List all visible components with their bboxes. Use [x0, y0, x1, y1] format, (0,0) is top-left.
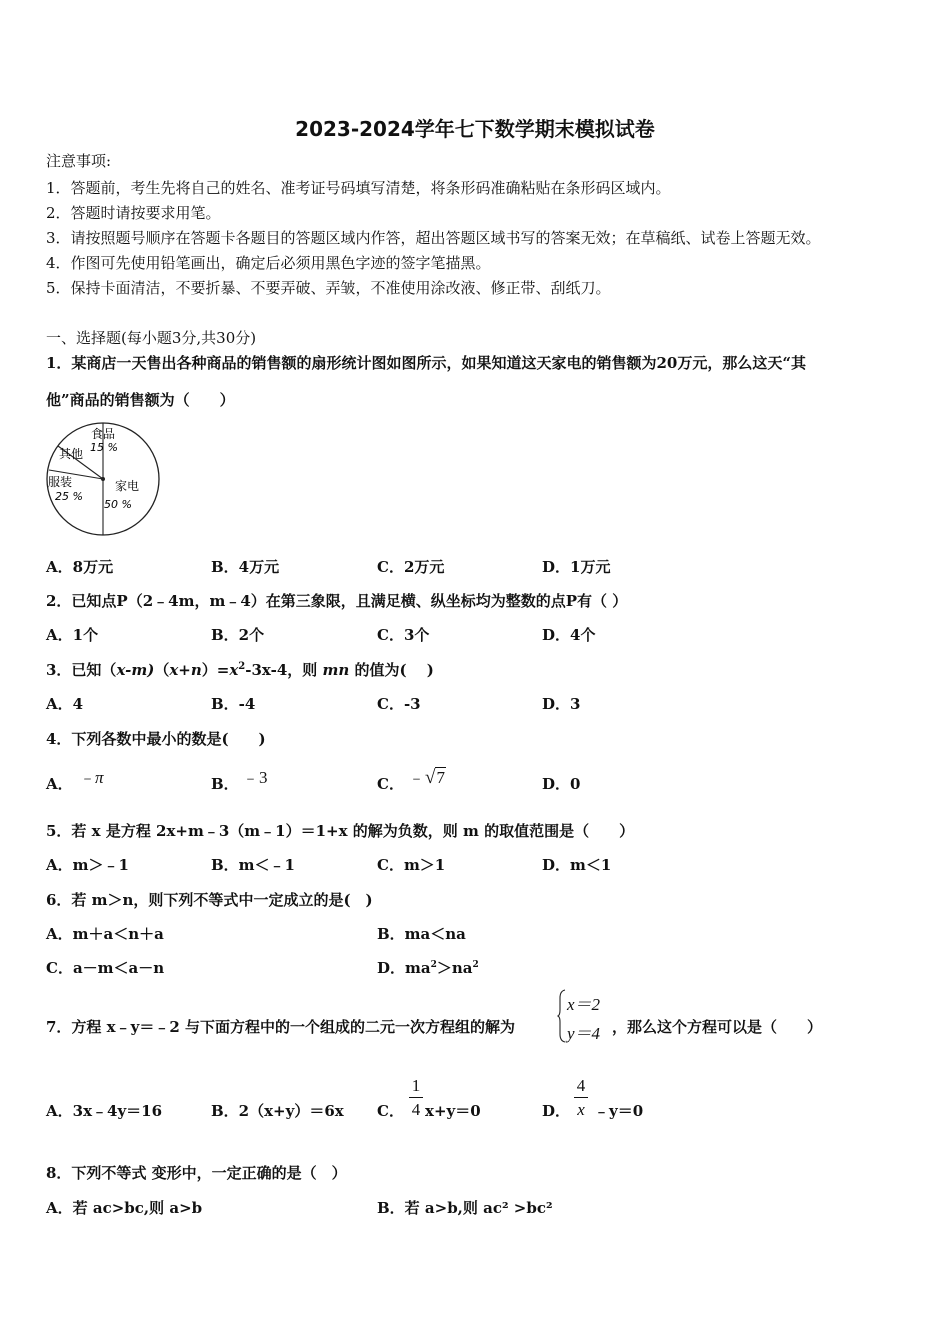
- question-8: 8．下列不等式 变形中，一定正确的是（ ）: [46, 1164, 347, 1182]
- note-item: 4．作图可先使用铅笔画出，确定后必须用黑色字迹的签字笔描黑。: [46, 254, 491, 272]
- note-item: 3．请按照题号顺序在答题卡各题目的答题区域内作答，超出答题区域书写的答案无效；在草稿纸、试卷上答题无效。: [46, 229, 821, 247]
- sqrt-symbol: √: [425, 767, 436, 788]
- minus-sign: ﹣: [408, 768, 425, 787]
- q6-d-part: ＞na: [436, 959, 473, 977]
- q7-option-a: A．3x﹣4y＝16: [46, 1102, 163, 1120]
- q7-option-b: B．2（x+y）＝6x: [211, 1102, 344, 1120]
- q3-option-b: B．-4: [211, 695, 256, 713]
- question-2: 2．已知点P（2﹣4m，m﹣4）在第三象限，且满足横、纵坐标均为整数的点P有（ ）: [46, 592, 628, 610]
- q6-d-part: D．ma: [377, 959, 431, 977]
- q2-option-a: A．1个: [46, 626, 99, 644]
- q5-option-a: A．m＞﹣1: [46, 856, 129, 874]
- pie-label-other: 其他: [59, 447, 84, 461]
- question-5: 5．若 x 是方程 2x+m﹣3（m﹣1）＝1+x 的解为负数，则 m 的取值范围是（ ）: [46, 822, 635, 840]
- notes-heading: 注意事项:: [46, 152, 112, 170]
- q2-option-b: B．2个: [211, 626, 265, 644]
- pie-pct-food: 15 %: [90, 441, 118, 454]
- q4-option-b-label: B．: [211, 775, 239, 793]
- system-equation-2: y＝4: [567, 1024, 601, 1043]
- question-7-part2: ，那么这个方程可以是（ ）: [612, 1018, 823, 1036]
- q3-option-a: A．4: [46, 695, 84, 713]
- q4-option-c-value: [408, 763, 446, 789]
- pie-label-appliance: 家电: [115, 479, 140, 493]
- pie-pct-appliance: 50 %: [104, 498, 132, 511]
- pie-pct-clothing: 25 %: [55, 490, 83, 503]
- q6-exponent: 2: [430, 960, 437, 970]
- q3-text: 3．已知（: [46, 661, 117, 679]
- q8-option-a: A．若 ac>bc,则 a>b: [46, 1199, 203, 1217]
- q3-text: ）=: [201, 661, 230, 679]
- q7-c-fraction-bar: [409, 1097, 423, 1098]
- q7-option-d-label: D．: [542, 1102, 571, 1120]
- pie-center: [101, 477, 105, 481]
- q7-c-tail: x+y＝0: [425, 1102, 481, 1120]
- q3-text: 的值为( ): [349, 661, 434, 679]
- question-1-line2: 他”商品的销售额为（ ）: [46, 391, 235, 409]
- q4-option-a-label: A．: [46, 775, 73, 793]
- q6-option-c: C．a－m＜a－n: [46, 959, 165, 977]
- q5-option-d: D．m＜1: [542, 856, 612, 874]
- q7-option-c-label: C．: [377, 1102, 404, 1120]
- q4-option-a-value: ﹣π: [78, 768, 104, 787]
- radicand: 7: [436, 768, 445, 787]
- q3-var: x: [229, 661, 239, 679]
- q1-option-d: D．1万元: [542, 558, 611, 576]
- q1-option-b: B．4万元: [211, 558, 280, 576]
- note-item: 2．答题时请按要求用笔。: [46, 204, 221, 222]
- q7-d-fraction-bar: [574, 1097, 588, 1098]
- section-heading: 一、选择题(每小题3分,共30分): [46, 329, 257, 347]
- q3-option-c: C．-3: [377, 695, 421, 713]
- q7-c-numerator: 1: [411, 1076, 421, 1095]
- pie-label-clothing: 服装: [48, 475, 73, 489]
- page-title: 2023-2024学年七下数学期末模拟试卷: [295, 117, 655, 141]
- system-equation-1: x＝2: [567, 995, 601, 1014]
- q3-var: mn: [322, 661, 350, 679]
- question-1-line1: 1．某商店一天售出各种商品的销售额的扇形统计图如图所示，如果知道这天家电的销售额为20万元，那么这天“其: [46, 354, 806, 372]
- q4-option-b-value: ﹣3: [242, 768, 268, 787]
- q4-option-c-label: C．: [377, 775, 404, 793]
- q7-d-denominator: x: [577, 1100, 585, 1119]
- q5-option-b: B．m＜﹣1: [211, 856, 295, 874]
- note-item: 1．答题前，考生先将自己的姓名、准考证号码填写清楚，将条形码准确粘贴在条形码区域内。: [46, 179, 671, 197]
- q2-option-d: D．4个: [542, 626, 596, 644]
- q5-option-c: C．m＞1: [377, 856, 446, 874]
- q7-d-numerator: 4: [576, 1076, 586, 1095]
- q7-c-denominator: 4: [411, 1100, 421, 1119]
- q1-option-c: C．2万元: [377, 558, 445, 576]
- q3-option-d: D．3: [542, 695, 581, 713]
- q2-option-c: C．3个: [377, 626, 430, 644]
- question-3: [46, 659, 434, 680]
- q1-option-a: A．8万元: [46, 558, 114, 576]
- note-item: 5．保持卡面清洁，不要折暴、不要弄破、弄皱，不准使用涂改液、修正带、刮纸刀。: [46, 279, 611, 297]
- system-brace: [557, 988, 567, 1044]
- q3-text: -3x-4，则: [245, 661, 323, 679]
- q8-option-b: B．若 a>b,则 ac² >bc²: [377, 1199, 553, 1217]
- q6-exponent: 2: [472, 960, 479, 970]
- q6-option-b: B．ma＜na: [377, 925, 466, 943]
- q3-expr: x-m): [116, 661, 155, 679]
- q4-option-d: D．0: [542, 775, 581, 793]
- pie-chart: [44, 420, 162, 538]
- q7-d-tail: ﹣y＝0: [594, 1102, 644, 1120]
- question-4: 4．下列各数中最小的数是( ): [46, 730, 266, 748]
- question-6: 6．若 m＞n，则下列不等式中一定成立的是( ): [46, 891, 373, 909]
- q3-text: （: [154, 661, 170, 679]
- q6-option-d: [377, 957, 479, 978]
- q3-exponent: 2: [238, 661, 246, 672]
- q6-option-a: A．m＋a＜n＋a: [46, 925, 164, 943]
- question-7-part1: 7．方程 x﹣y＝﹣2 与下面方程中的一个组成的二元一次方程组的解为: [46, 1018, 515, 1036]
- pie-label-food: 食品: [91, 427, 116, 441]
- q3-expr: x+n: [169, 661, 202, 679]
